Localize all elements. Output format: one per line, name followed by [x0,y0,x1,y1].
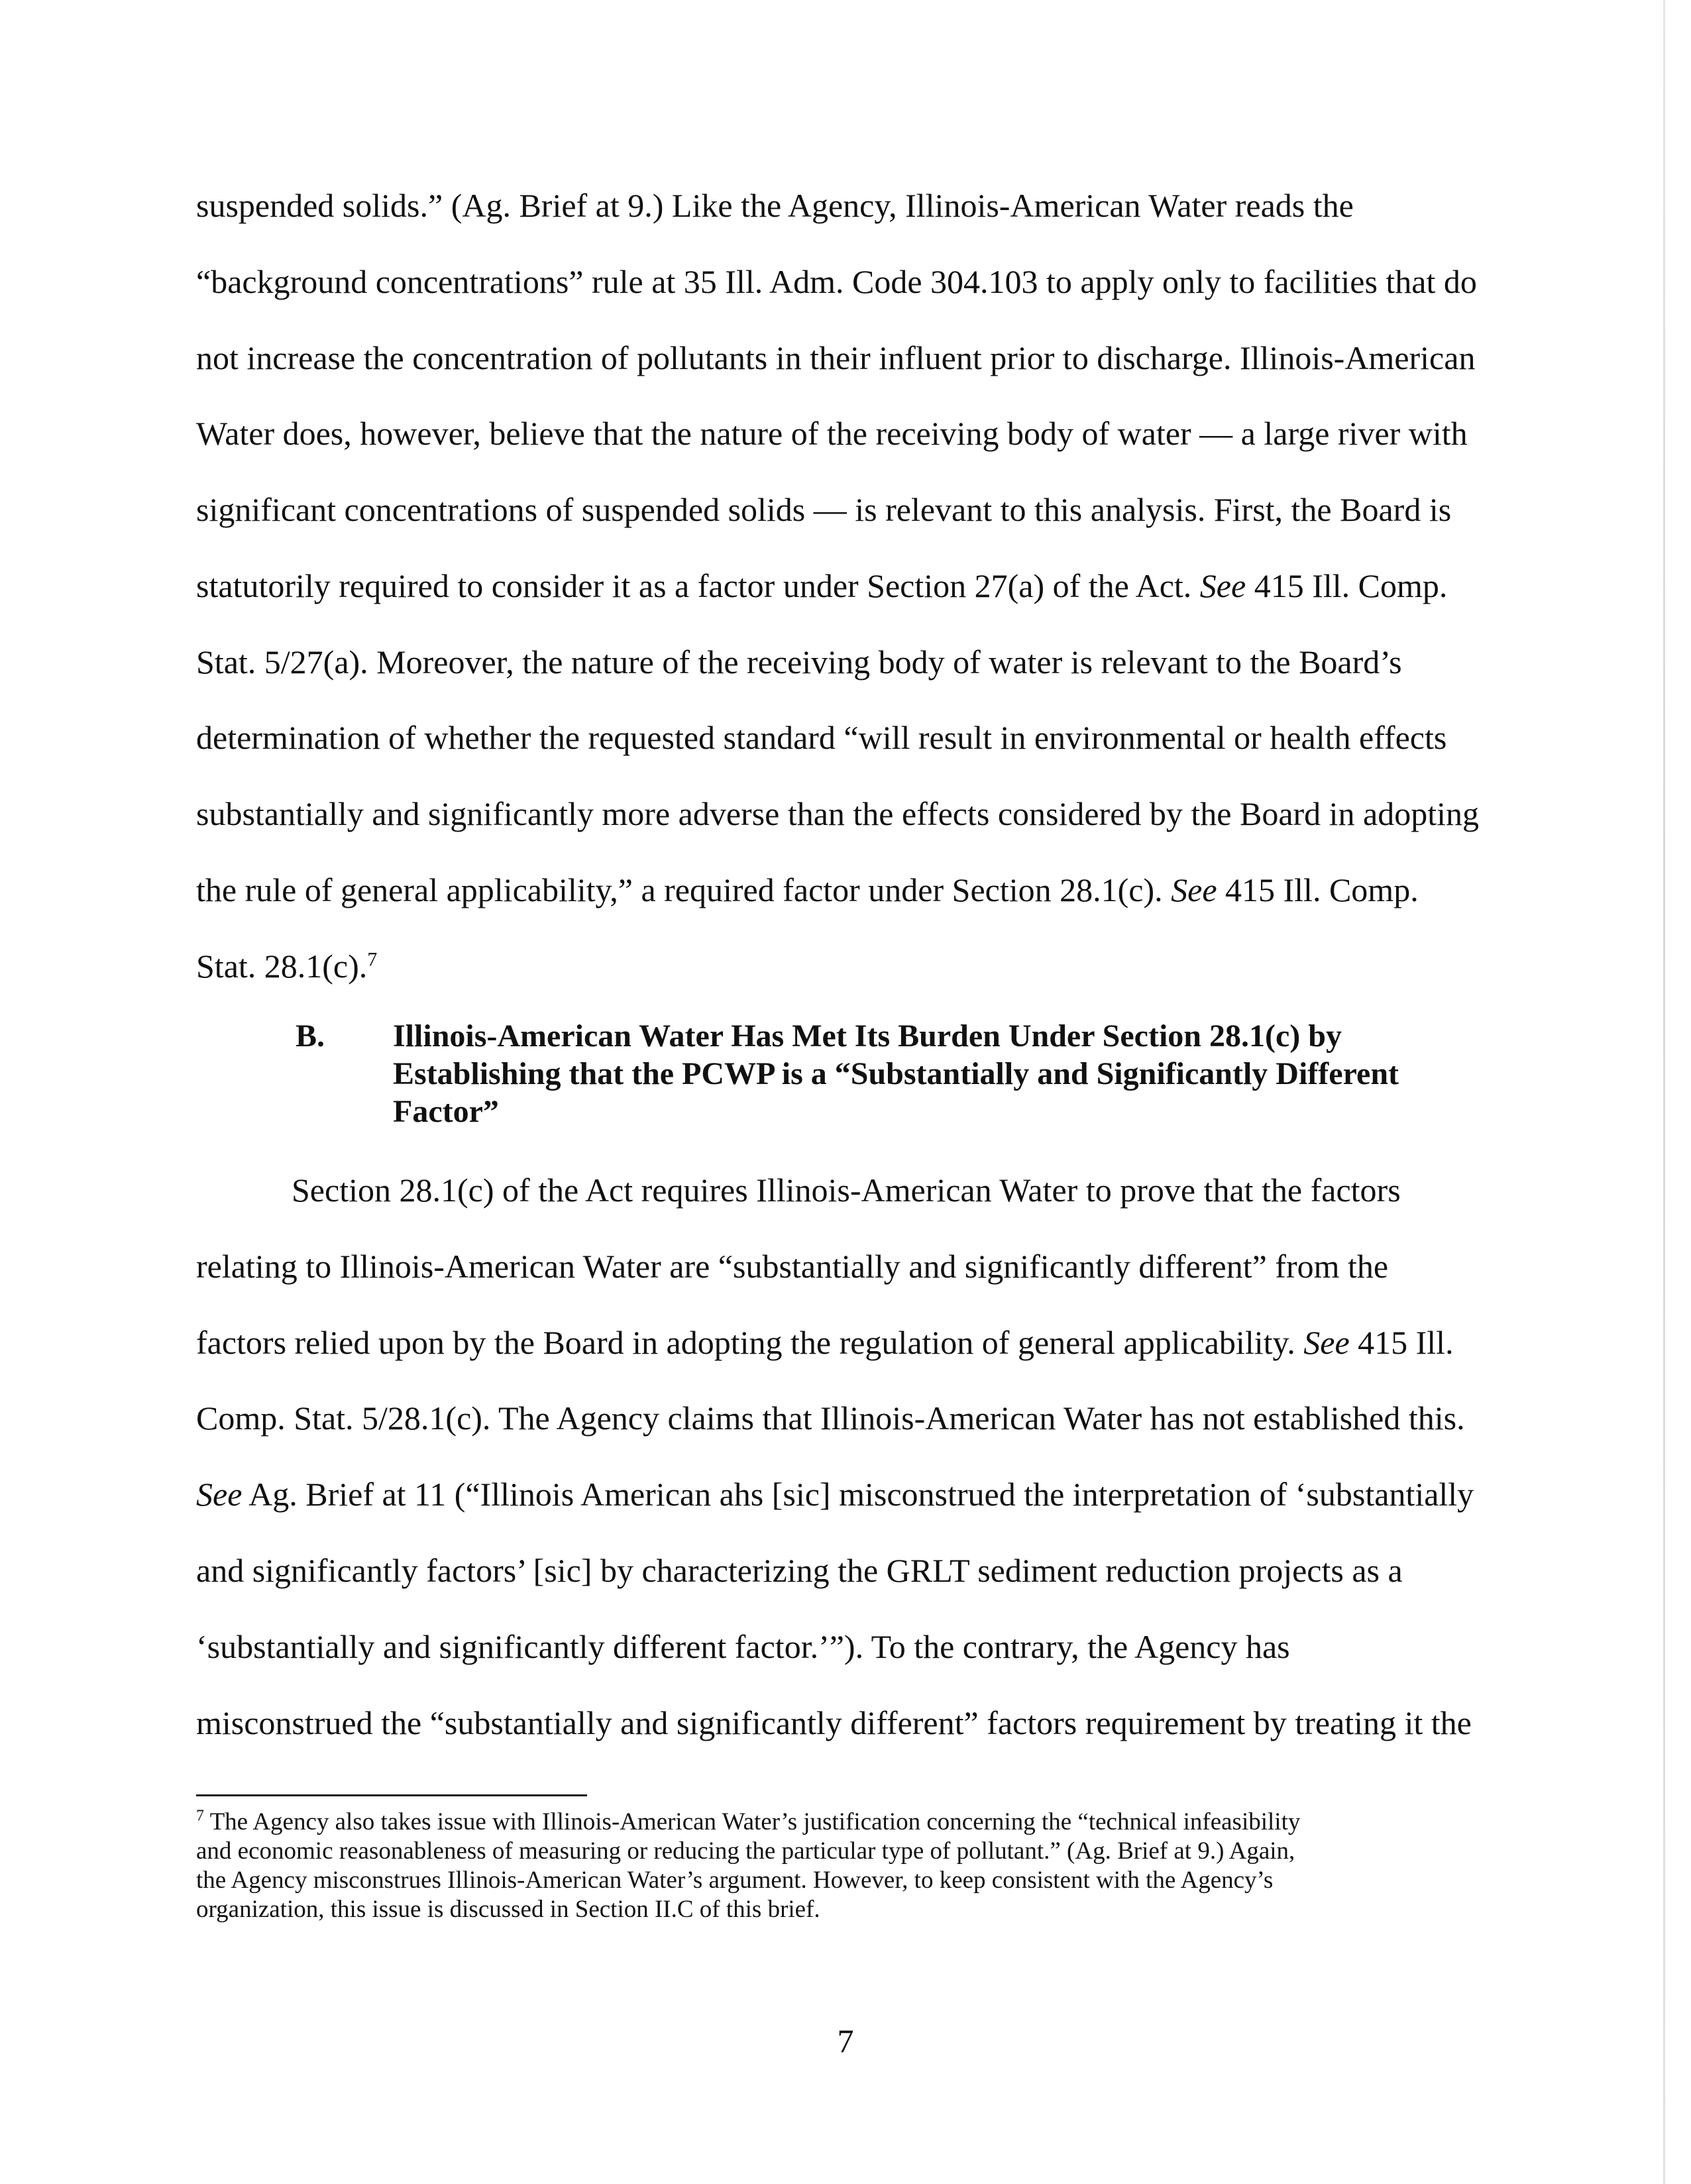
section-heading-line: Factor” [393,1094,499,1129]
page-edge-shadow [1663,0,1665,2184]
body-line: misconstrued the “substantially and significantly different” factors requirement by treating it the [196,1704,1472,1741]
footnote-reference: 7 [367,948,378,971]
body-line: Water does, however, believe that the nature of the receiving body of water — a large river with [196,415,1468,452]
citation-signal: See [1171,871,1217,908]
citation-signal: See [1303,1324,1350,1361]
body-line: Comp. Stat. 5/28.1(c). The Agency claims that Illinois-American Water has not established this. [196,1399,1465,1437]
body-line: not increase the concentration of pollutants in their influent prior to discharge. Illinois-American [196,339,1476,376]
section-letter: B. [296,1018,325,1054]
citation-signal: See [196,1476,243,1513]
body-text: 415 Ill. Comp. [1246,567,1448,604]
body-line: relating to Illinois-American Water are “substantially and significantly different” from the [196,1248,1389,1285]
footnote-line [196,1808,1300,1837]
citation-signal: See [1199,567,1246,604]
body-text: 415 Ill. [1349,1324,1454,1361]
footnote-text: The Agency also takes issue with Illinois-American Water’s justification concerning the “technical infeasibility [204,1808,1301,1835]
body-line [196,566,1447,606]
section-heading-line: Establishing that the PCWP is a “Substantially and Significantly Different [393,1056,1399,1091]
footnote-separator [196,1794,587,1796]
body-line: Section 28.1(c) of the Act requires Illinois-American Water to prove that the factors [292,1172,1401,1209]
body-line [196,1474,1474,1514]
body-line: significant concentrations of suspended solids — is relevant to this analysis. First, the Board is [196,491,1452,528]
body-line [196,1323,1454,1362]
body-text: the rule of general applicability,” a required factor under Section 28.1(c). [196,871,1172,908]
footnote-line: organization, this issue is discussed in Section II.C of this brief. [196,1896,820,1923]
page-number: 7 [837,2022,854,2059]
body-line: “background concentrations” rule at 35 Ill. Adm. Code 304.103 to apply only to facilities that do [196,263,1477,300]
footnote-line: the Agency misconstrues Illinois-American Water’s argument. However, to keep consistent with the Agency’s [196,1867,1274,1894]
body-line [196,870,1419,910]
footnote-number: 7 [196,1807,204,1825]
body-line [196,946,377,986]
body-text: statutorily required to consider it as a factor under Section 27(a) of the Act. [196,567,1200,604]
body-text: factors relied upon by the Board in adopting the regulation of general applicability. [196,1324,1304,1361]
body-line: substantially and significantly more adverse than the effects considered by the Board in adopting [196,795,1480,832]
footnote-line: and economic reasonableness of measuring or reducing the particular type of pollutant.” (Ag. Brief at 9.) Again, [196,1837,1295,1865]
body-text: Stat. 28.1(c). [196,948,368,985]
section-heading-line: Illinois-American Water Has Met Its Burden Under Section 28.1(c) by [393,1018,1342,1054]
body-line: suspended solids.” (Ag. Brief at 9.) Like the Agency, Illinois-American Water reads the [196,187,1354,224]
body-line: determination of whether the requested standard “will result in environmental or health effects [196,719,1447,756]
body-text: Ag. Brief at 11 (“Illinois American ahs [sic] misconstrued the interpretation of ‘substantially [242,1476,1474,1513]
body-line: ‘substantially and significantly different factor.’”). To the contrary, the Agency has [196,1628,1290,1665]
body-text: 415 Ill. Comp. [1217,871,1419,908]
body-line: Stat. 5/27(a). Moreover, the nature of the receiving body of water is relevant to the Board’s [196,643,1402,681]
body-line: and significantly factors’ [sic] by characterizing the GRLT sediment reduction projects as a [196,1552,1403,1589]
